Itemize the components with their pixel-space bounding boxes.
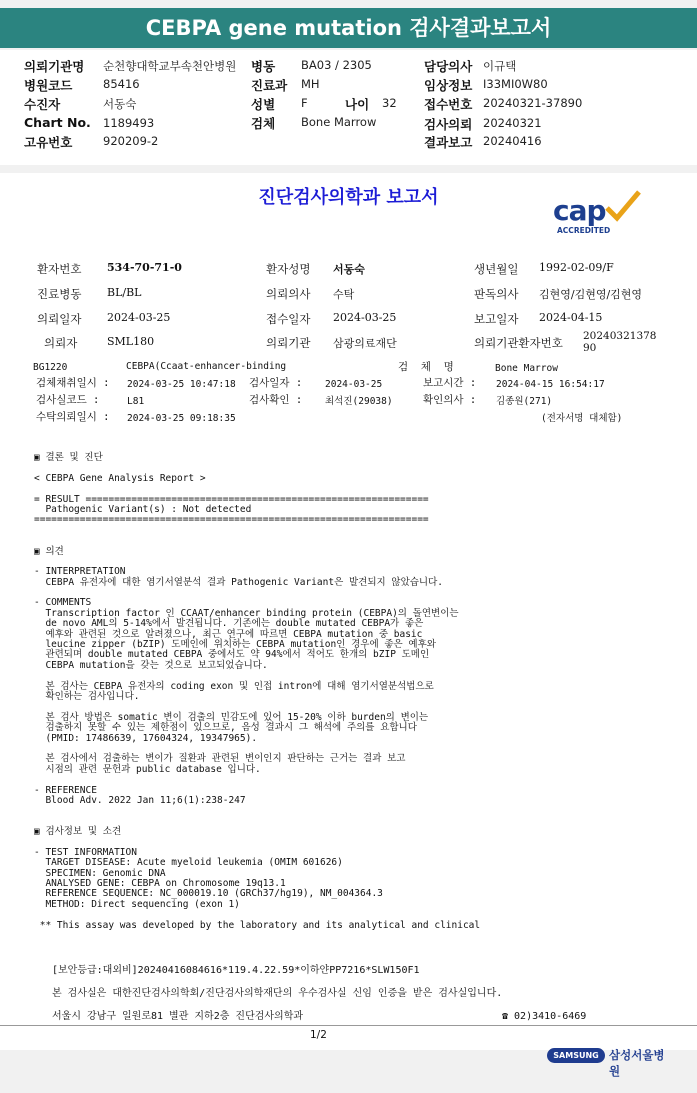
info-value: 1992-02-09/F bbox=[539, 261, 614, 274]
report-line: ▣ 의견 bbox=[34, 545, 64, 557]
value-chart-no: 1189493 bbox=[103, 116, 155, 130]
meta-label: 검사확인 : bbox=[249, 394, 303, 406]
info-value: 2024-03-25 bbox=[107, 311, 171, 324]
meta-value: 2024-03-25 bbox=[325, 379, 383, 390]
report-line: 본 검사에서 검출하는 변이가 질환과 관련된 변이인지 판단하는 근거는 결과 보고 bbox=[34, 753, 406, 765]
report-line: SPECIMEN: Genomic DNA bbox=[34, 867, 166, 879]
meta-value: L81 bbox=[127, 396, 145, 407]
info-value: 534-70-71-0 bbox=[107, 261, 182, 274]
info-label: 의뢰일자 bbox=[37, 312, 82, 326]
report-line bbox=[34, 806, 480, 816]
report-line: de novo AML의 5-14%에서 발견됩니다. 기존에는 double mutated CEBPA가 좋은 bbox=[34, 618, 424, 630]
report-line: - TEST INFORMATION bbox=[34, 846, 137, 858]
report-line: REFERENCE SEQUENCE: NC_000019.10 (GRCh37/hg19), NM_004364.3 bbox=[34, 888, 383, 900]
info-label: 의뢰의사 bbox=[266, 287, 311, 301]
cap-check-icon bbox=[603, 190, 643, 224]
samsung-hospital-logo bbox=[547, 1046, 667, 1078]
report-line: 관련되며 double mutated CEBPA 중에서도 약 94%에서 적어도 한개의 bZIP 도메인 bbox=[34, 649, 430, 661]
label-specimen: 검체 bbox=[251, 116, 276, 131]
meta-label: 수탁의뢰일시 : bbox=[36, 411, 110, 423]
info-value: 2024-04-15 bbox=[539, 311, 603, 324]
report-body bbox=[34, 453, 480, 931]
meta-value: 2024-03-25 10:47:18 bbox=[127, 379, 236, 390]
certification-statement: 본 검사실은 대한진단검사의학회/진단검사의학재단의 우수검사실 신임 인증을 받은 검사실입니다. bbox=[52, 988, 503, 999]
report-line: - REFERENCE bbox=[34, 784, 97, 796]
electronic-signature-note: (전자서명 대체함) bbox=[541, 413, 623, 424]
label-sex: 성별 bbox=[251, 97, 276, 112]
value-ward: BA03 / 2305 bbox=[301, 58, 372, 72]
info-label: 판독의사 bbox=[474, 287, 519, 301]
report-line bbox=[34, 484, 480, 494]
value-sex: F bbox=[301, 96, 308, 110]
page-title: CEBPA gene mutation 검사결과보고서 bbox=[145, 16, 552, 40]
value-requesting-institution: 순천향대학교부속천안병원 bbox=[103, 59, 237, 73]
cap-logo-sub: ACCREDITED bbox=[557, 226, 611, 235]
meta-value: 최석진(29038) bbox=[325, 396, 393, 407]
value-clinical-info: I33MI0W80 bbox=[483, 77, 548, 91]
meta-value: 2024-04-15 16:54:17 bbox=[496, 379, 605, 390]
info-label: 환자성명 bbox=[266, 262, 311, 276]
report-line: 확인하는 검사입니다. bbox=[34, 690, 140, 702]
meta-value: 김종원(271) bbox=[496, 396, 553, 407]
page-number: 1/2 bbox=[310, 1029, 327, 1041]
footer-divider bbox=[0, 1025, 697, 1026]
value-hospital-code: 85416 bbox=[103, 77, 140, 91]
test-code: BG1220 bbox=[33, 362, 68, 373]
label-clinical-info: 임상정보 bbox=[424, 78, 473, 93]
info-label: 의뢰기관환자번호 bbox=[474, 336, 563, 350]
samsung-hospital-name: 삼성서울병원 bbox=[609, 1048, 665, 1078]
samsung-brand-badge: SAMSUNG bbox=[547, 1048, 605, 1063]
value-unique-id: 920209-2 bbox=[103, 134, 159, 148]
report-line: Transcription factor 인 CCAAT/enhancer binding protein (CEBPA)의 돌연변이는 bbox=[34, 607, 459, 619]
lab-report-page bbox=[0, 173, 697, 1050]
report-line: ANALYSED GENE: CEBPA on Chromosome 19q13.1 bbox=[34, 878, 286, 890]
label-request-date: 검사의뢰 bbox=[424, 117, 473, 132]
report-line: 시점의 관련 문헌과 public database 입니다. bbox=[34, 763, 261, 775]
info-value: 삼광의료재단 bbox=[333, 337, 397, 350]
info-value: 김현영/김현영/김현영 bbox=[539, 288, 643, 301]
report-line: 예후와 관련된 것으로 알려졌으나, 최근 연구에 따르면 CEBPA mutation 중 basic bbox=[34, 628, 423, 640]
report-line: leucine zipper (bZIP) 도메인에 위치하는 CEBPA mutation인 경우에 좋은 예후와 bbox=[34, 639, 436, 651]
label-department: 진료과 bbox=[251, 78, 288, 93]
report-line: ===================================================================== bbox=[34, 514, 429, 526]
value-department: MH bbox=[301, 77, 320, 91]
info-label: 환자번호 bbox=[37, 262, 82, 276]
report-line: 본 검사는 CEBPA 유전자의 coding exon 및 인접 intron에 대해 염기서열분석법으로 bbox=[34, 680, 434, 692]
label-patient: 수진자 bbox=[24, 97, 61, 112]
report-line: 본 검사 방법은 somatic 변이 검출의 민감도에 있어 15-20% 이하 burden의 변이는 bbox=[34, 711, 429, 723]
report-line: 검출하지 못할 수 있는 제한점이 있으므로, 음성 결과시 그 해석에 주의를 요합니다 bbox=[34, 722, 417, 734]
report-line: (PMID: 17486639, 17604324, 19347965). bbox=[34, 732, 258, 744]
cap-accredited-logo bbox=[553, 190, 643, 234]
info-label: 의뢰기관 bbox=[266, 336, 311, 350]
report-line bbox=[34, 526, 480, 536]
report-line: METHOD: Direct sequencing (exon 1) bbox=[34, 898, 240, 910]
label-accession-no: 접수번호 bbox=[424, 97, 473, 112]
report-line: CEBPA mutation을 갖는 것으로 보고되었습니다. bbox=[34, 659, 268, 671]
specimen-name-value: Bone Marrow bbox=[495, 363, 558, 374]
specimen-name-label: 검 체 명 bbox=[398, 361, 454, 373]
report-line: ▣ 검사정보 및 소견 bbox=[34, 826, 122, 838]
info-label: 보고일자 bbox=[474, 312, 519, 326]
report-heading: 진단검사의학과 보고서 bbox=[258, 187, 439, 208]
lab-phone: ☎ 02)3410-6469 bbox=[502, 1011, 587, 1022]
report-line: ▣ 결론 및 진단 bbox=[34, 452, 103, 463]
info-label: 접수일자 bbox=[266, 312, 311, 326]
info-value: 2024-03-25 bbox=[333, 311, 397, 324]
report-line bbox=[34, 588, 480, 598]
info-label: 의뢰자 bbox=[44, 336, 78, 350]
value-specimen: Bone Marrow bbox=[301, 115, 377, 129]
value-attending: 이규택 bbox=[483, 59, 517, 73]
meta-label: 검사일자 : bbox=[249, 377, 303, 389]
info-value: 서동숙 bbox=[333, 263, 365, 276]
label-age: 나이 bbox=[345, 97, 370, 112]
info-value: 수탁 bbox=[333, 288, 355, 301]
report-title-bar bbox=[0, 8, 697, 48]
meta-label: 검사실코드 : bbox=[36, 394, 100, 406]
lab-address: 서울시 강남구 일원로81 별관 지하2층 진단검사의학과 bbox=[52, 1011, 304, 1022]
value-patient: 서동숙 bbox=[103, 97, 137, 111]
report-line: = RESULT ============================================================ bbox=[34, 493, 429, 505]
label-unique-id: 고유번호 bbox=[24, 135, 73, 150]
label-ward: 병동 bbox=[251, 59, 276, 74]
value-request-date: 20240321 bbox=[483, 116, 542, 130]
report-line: < CEBPA Gene Analysis Report > bbox=[34, 472, 206, 484]
meta-label: 검체채취일시 : bbox=[36, 377, 110, 389]
label-requesting-institution: 의뢰기관명 bbox=[24, 59, 85, 74]
meta-label: 확인의사 : bbox=[423, 394, 477, 406]
info-label: 생년월일 bbox=[474, 262, 519, 276]
info-value: BL/BL bbox=[107, 286, 142, 299]
security-line: [보안등급:대외비]20240416084616*119.4.22.59*이하얀PP7216*SLW150F1 bbox=[52, 965, 420, 976]
report-line: - INTERPRETATION bbox=[34, 566, 126, 578]
label-hospital-code: 병원코드 bbox=[24, 78, 73, 93]
meta-label: 보고시간 : bbox=[423, 377, 477, 389]
info-value: SML180 bbox=[107, 335, 155, 348]
report-line: ** This assay was developed by the laboratory and its analytical and clinical bbox=[34, 919, 481, 931]
report-line bbox=[34, 775, 480, 785]
report-line: - COMMENTS bbox=[34, 597, 92, 609]
test-name: CEBPA(Ccaat-enhancer-binding bbox=[126, 361, 287, 372]
meta-value: 2024-03-25 09:18:35 bbox=[127, 413, 236, 424]
cap-logo-text: cap bbox=[553, 194, 606, 227]
value-report-date: 20240416 bbox=[483, 134, 542, 148]
report-line: Blood Adv. 2022 Jan 11;6(1):238-247 bbox=[34, 794, 246, 806]
report-line: CEBPA 유전자에 대한 염기서열분석 결과 Pathogenic Variant은 발견되지 않았습니다. bbox=[34, 576, 443, 588]
info-value: 2024032137890 bbox=[583, 330, 657, 354]
value-accession-no: 20240321-37890 bbox=[483, 96, 583, 110]
label-chart-no: Chart No. bbox=[24, 115, 91, 130]
patient-header bbox=[0, 50, 697, 165]
label-report-date: 결과보고 bbox=[424, 135, 473, 150]
report-line: Pathogenic Variant(s) : Not detected bbox=[34, 503, 252, 515]
info-label: 진료병동 bbox=[37, 287, 82, 301]
report-line bbox=[34, 536, 480, 546]
label-attending: 담당의사 bbox=[424, 59, 473, 74]
report-line: TARGET DISEASE: Acute myeloid leukemia (OMIM 601626) bbox=[34, 857, 343, 869]
value-age: 32 bbox=[382, 96, 397, 110]
